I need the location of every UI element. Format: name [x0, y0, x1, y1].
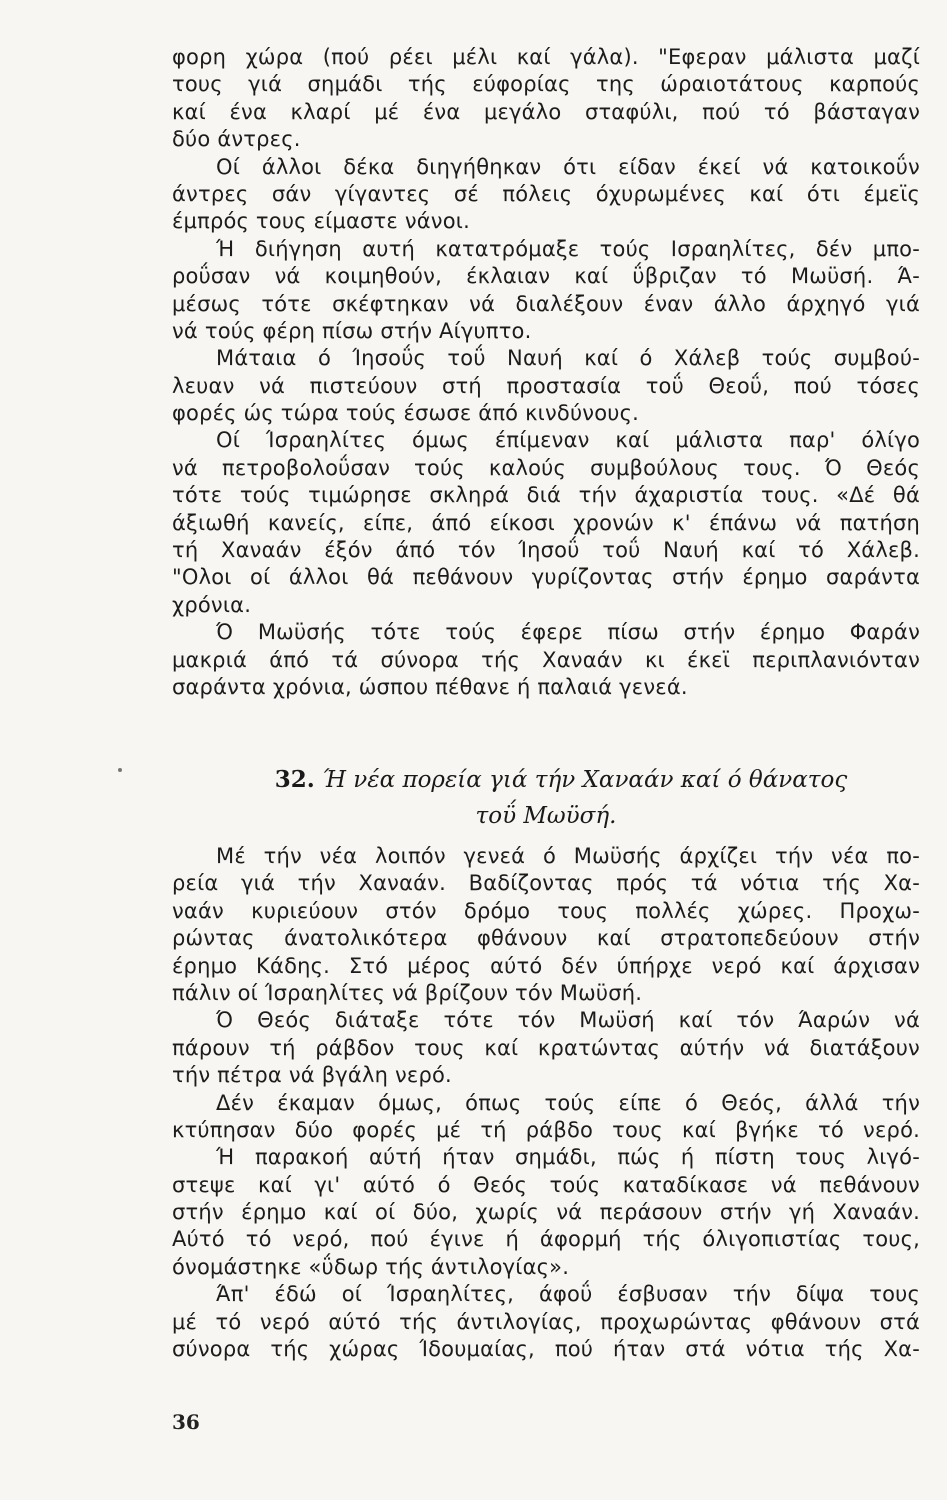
text-line: Ή παρακοή αύτή ήταν σημάδι, πώς ή πίστη τους λιγό-: [216, 1145, 920, 1170]
text-line: ναάν κυριεύουν στόν δρόμο τους πολλές χώρες. Προχω-: [172, 898, 920, 923]
heading-line-1: [172, 762, 920, 798]
text-line: χρόνια.: [172, 592, 252, 617]
text-line: μέσως τότε σκέφτηκαν νά διαλέξουν έναν άλλο άρχηγό γιά: [172, 291, 920, 316]
text-line: ροΰσαν νά κοιμηθούν, έκλαιαν καί ΰβριζαν τό Μωϋσή. Ά-: [172, 264, 920, 289]
text-line: στήν έρημο καί οί δύο, χωρίς νά περάσουν στήν γή Χαναάν.: [172, 1200, 920, 1225]
text-line: Μέ τήν νέα λοιπόν γενεά ό Μωϋσής άρχίζει τήν νέα πο-: [216, 844, 920, 868]
body-text-top: [172, 44, 920, 701]
text-line: δύο άντρες.: [172, 127, 301, 152]
page-number: 36: [172, 1410, 200, 1434]
text-line: Οί άλλοι δέκα διηγήθηκαν ότι είδαν έκεί νά κατοικοΰν: [216, 154, 920, 179]
text-line: ρώντας άνατολικότερα φθάνουν καί στρατοπεδεύουν στήν: [172, 926, 920, 951]
text-line: άξιωθή κανείς, είπε, άπό είκοσι χρονών κ' έπάνω νά πατήση: [172, 510, 920, 535]
text-line: πάλιν οί Ίσραηλίτες νά βρίζουν τόν Μωϋσή.: [172, 980, 643, 1005]
text-line: σύνορα τής χώρας Ίδουμαίας, πού ήταν στά νότια τής Χα-: [172, 1337, 920, 1362]
chapter-heading: [172, 762, 920, 834]
text-line: κτύπησαν δύο φορές μέ τή ράβδο τους καί βγήκε τό νερό.: [172, 1117, 920, 1142]
text-line: Μάταια ό Ίησοΰς τοΰ Ναυή καί ό Χάλεβ τούς συμβού-: [216, 346, 920, 371]
text-line: καί ένα κλαρί μέ ένα μεγάλο σταφύλι, πού τό βάσταγαν: [172, 99, 920, 124]
chapter-number: 32.: [274, 766, 315, 793]
text-line: μέ τό νερό αύτό τής άντιλογίας, προχωρώντας φθάνουν στά: [172, 1309, 920, 1334]
text-line: Ό Θεός διάταξε τότε τόν Μωϋσή καί τόν Άαρών νά: [216, 1008, 920, 1033]
text-line: έρημο Κάδης. Στό μέρος αύτό δέν ύπήρχε νερό καί άρχισαν: [172, 953, 920, 978]
text-line: φορη χώρα (πού ρέει μέλι καί γάλα). "Εφεραν μάλιστα μαζί: [172, 45, 920, 69]
text-line: φορές ώς τώρα τούς έσωσε άπό κινδύνους.: [172, 401, 640, 426]
text-line: τους γιά σημάδι τής εύφορίας της ώραιοτάτους καρπούς: [172, 72, 920, 97]
chapter-title-line-1: Ή νέα πορεία γιά τήν Χαναάν καί ό θάνατος: [322, 767, 848, 793]
chapter-title-line-2: τοΰ Μωϋσή.: [475, 803, 617, 829]
text-line: λευαν νά πιστεύουν στή προστασία τοΰ Θεοΰ, πού τόσες: [172, 373, 920, 398]
text-line: "Ολοι οί άλλοι θά πεθάνουν γυρίζοντας στήν έρημο σαράντα: [172, 565, 920, 590]
text-line: ρεία γιά τήν Χαναάν. Βαδίζοντας πρός τά νότια τής Χα-: [172, 871, 920, 896]
text-line: μακριά άπό τά σύνορα τής Χαναάν κι έκεϊ περιπλανιόνταν: [172, 647, 920, 672]
text-line: νά πετροβολοΰσαν τούς καλούς συμβούλους τους. Ό Θεός: [172, 455, 920, 480]
text-line: Ό Μωϋσής τότε τούς έφερε πίσω στήν έρημο Φαράν: [216, 620, 920, 645]
text-line: νά τούς φέρη πίσω στήν Αίγυπτο.: [172, 318, 532, 343]
text-line: τήν πέτρα νά βγάλη νερό.: [172, 1063, 452, 1088]
text-line: άντρες σάν γίγαντες σέ πόλεις όχυρωμένες καί ότι έμεϊς: [172, 181, 920, 206]
margin-dot: [118, 768, 122, 772]
text-line: Αύτό τό νερό, πού έγινε ή άφορμή τής όλιγοπιστίας τους,: [172, 1227, 920, 1252]
body-text-bottom: [172, 843, 920, 1363]
text-line: Δέν έκαμαν όμως, όπως τούς είπε ό Θεός, άλλά τήν: [216, 1090, 920, 1115]
text-line: τή Χαναάν έξόν άπό τόν Ίησοΰ τοΰ Ναυή καί τό Χάλεβ.: [172, 538, 920, 563]
text-line: πάρουν τή ράβδον τους καί κρατώντας αύτήν νά διατάξουν: [172, 1035, 920, 1060]
text-line: Ή διήγηση αυτή κατατρόμαξε τούς Ισραηλίτες, δέν μπο-: [216, 236, 920, 261]
text-line: Οί Ίσραηλίτες όμως έπίμεναν καί μάλιστα παρ' όλίγο: [216, 428, 920, 453]
text-line: Άπ' έδώ οί Ίσραηλίτες, άφοΰ έσβυσαν τήν δίψα τους: [216, 1282, 920, 1307]
text-line: όνομάστηκε «ΰδωρ τής άντιλογίας».: [172, 1254, 570, 1279]
text-line: στεψε καί γι' αύτό ό Θεός τούς καταδίκασε νά πεθάνουν: [172, 1172, 920, 1197]
text-line: τότε τούς τιμώρησε σκληρά διά τήν άχαριστία τους. «Δέ θά: [172, 483, 920, 508]
text-line: έμπρός τους είμαστε νάνοι.: [172, 209, 470, 234]
text-line: σαράντα χρόνια, ώσπου πέθανε ή παλαιά γενεά.: [172, 674, 688, 699]
